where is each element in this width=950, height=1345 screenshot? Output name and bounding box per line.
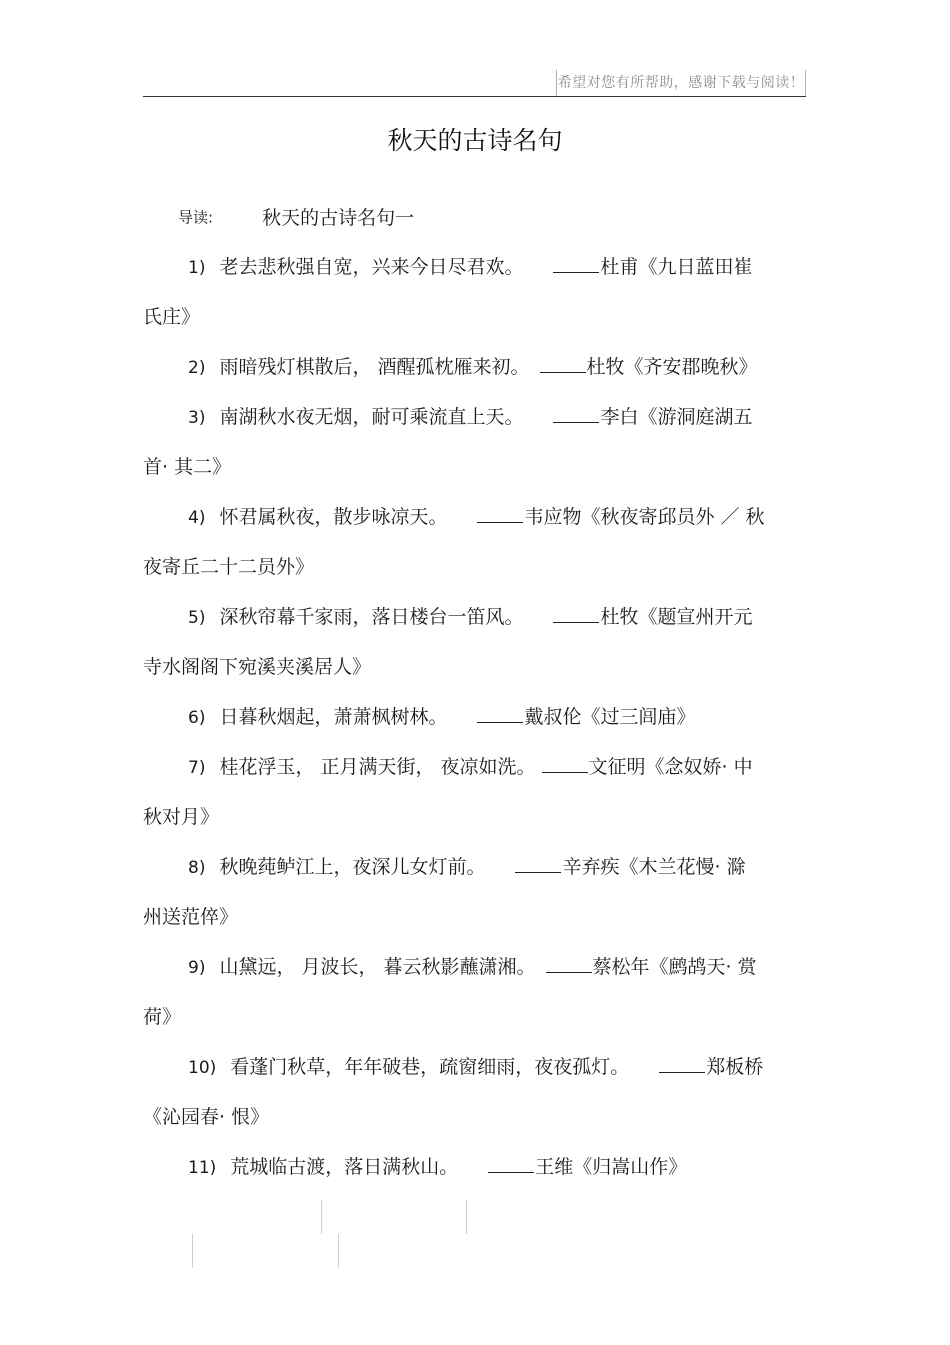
blank-line [515,871,561,873]
entry-source: 杜甫《九日蓝田崔 [600,256,753,278]
scan-artifact-line [466,1200,467,1234]
entry-number: 7) [188,758,206,778]
entry-line [143,397,806,447]
blank-line [553,271,599,273]
entry-source: 杜牧《齐安郡晚秋》 [586,356,758,378]
poem-entry [143,347,806,397]
entry-source: 杜牧《题宣州开元 [600,606,753,628]
poem-entry [143,497,806,597]
entry-line-continued: 氏庄》 [143,306,201,328]
poem-entry [143,847,806,947]
entry-source: 蔡松年《鹧鸪天· 赏 [592,956,757,978]
entry-number: 4) [188,508,206,528]
blank-line [540,371,586,373]
entry-number: 6) [188,708,206,728]
poem-entry [143,1147,806,1197]
entry-line-continued: 州送范倅》 [143,906,239,928]
poem-entry [143,697,806,747]
entry-line-continued: 寺水阁阁下宛溪夹溪居人》 [143,656,372,678]
entry-line [143,1147,806,1197]
entry-number: 2) [188,358,206,378]
entry-source: 李白《游洞庭湖五 [600,406,753,428]
header-rule [143,96,806,97]
entry-line-continued: 首· 其二》 [143,456,232,478]
entry-number: 9) [188,958,206,978]
entry-line [143,847,806,897]
entry-line-continued: 秋对月》 [143,806,220,828]
entry-verse: 怀君属秋夜，散步咏凉天。 [219,506,448,528]
entry-line [143,497,806,547]
poem-list [143,247,806,1197]
entry-verse: 日暮秋烟起，萧萧枫树林。 [219,706,448,728]
poem-entry [143,597,806,697]
blank-line [477,521,523,523]
entry-source: 王维《归嵩山作》 [535,1156,688,1178]
entry-line [143,247,806,297]
entry-line [143,697,806,747]
entry-line-continued: 荷》 [143,1006,182,1028]
entry-line [143,947,806,997]
entry-verse: 雨暗残灯棋散后， 酒醒孤枕雁来初。 [219,356,530,378]
entry-line-continued: 《沁园春· 恨》 [143,1106,270,1128]
entry-verse: 老去悲秋强自宽，兴来今日尽君欢。 [219,256,524,278]
poem-entry [143,747,806,847]
entry-number: 1) [188,258,206,278]
entry-number: 3) [188,408,206,428]
entry-source: 文征明《念奴娇· 中 [588,756,753,778]
blank-line [553,621,599,623]
entry-line-continued: 夜寄丘二十二员外》 [143,556,315,578]
blank-line [488,1171,534,1173]
entry-number: 5) [188,608,206,628]
entry-line [143,1047,806,1097]
entry-verse: 山黛远， 月波长， 暮云秋影蘸潇湘。 [219,956,536,978]
entry-verse: 深秋帘幕千家雨，落日楼台一笛风。 [219,606,524,628]
poem-entry [143,947,806,1047]
intro-line [178,200,414,234]
entry-number: 8) [188,858,206,878]
entry-line [143,597,806,647]
blank-line [553,421,599,423]
blank-line [477,721,523,723]
intro-label: 导读: [178,208,214,227]
header-note: 希望对您有所帮助，感谢下载与阅读！ [556,70,806,96]
page-title: 秋天的古诗名句 [387,126,563,155]
entry-verse: 看蓬门秋草，年年破巷，疏窗细雨，夜夜孤灯。 [230,1056,630,1078]
blank-line [659,1071,705,1073]
entry-number: 10) [188,1058,217,1078]
blank-line [546,971,592,973]
poem-entry [143,247,806,347]
entry-source: 辛弃疾《木兰花慢· 滁 [562,856,746,878]
entry-source: 戴叔伦《过三闾庙》 [524,706,696,728]
entry-verse: 桂花浮玉， 正月满天街， 夜凉如洗。 [219,756,536,778]
entry-line [143,747,806,797]
entry-line [143,347,806,397]
entry-number: 11) [188,1158,217,1178]
entry-source: 郑板桥 [706,1056,764,1078]
poem-entry [143,397,806,497]
blank-line [542,771,588,773]
entry-source: 韦应物《秋夜寄邱员外 ／ 秋 [524,506,765,528]
entry-verse: 秋晚莼鲈江上，夜深儿女灯前。 [219,856,486,878]
scan-artifact-line [192,1234,193,1268]
poem-entry [143,1047,806,1147]
scan-artifact-line [321,1200,322,1234]
entry-verse: 荒城临古渡，落日满秋山。 [230,1156,459,1178]
scan-artifact-line [338,1234,339,1268]
intro-text: 秋天的古诗名句一 [262,206,415,229]
entry-verse: 南湖秋水夜无烟，耐可乘流直上天。 [219,406,524,428]
